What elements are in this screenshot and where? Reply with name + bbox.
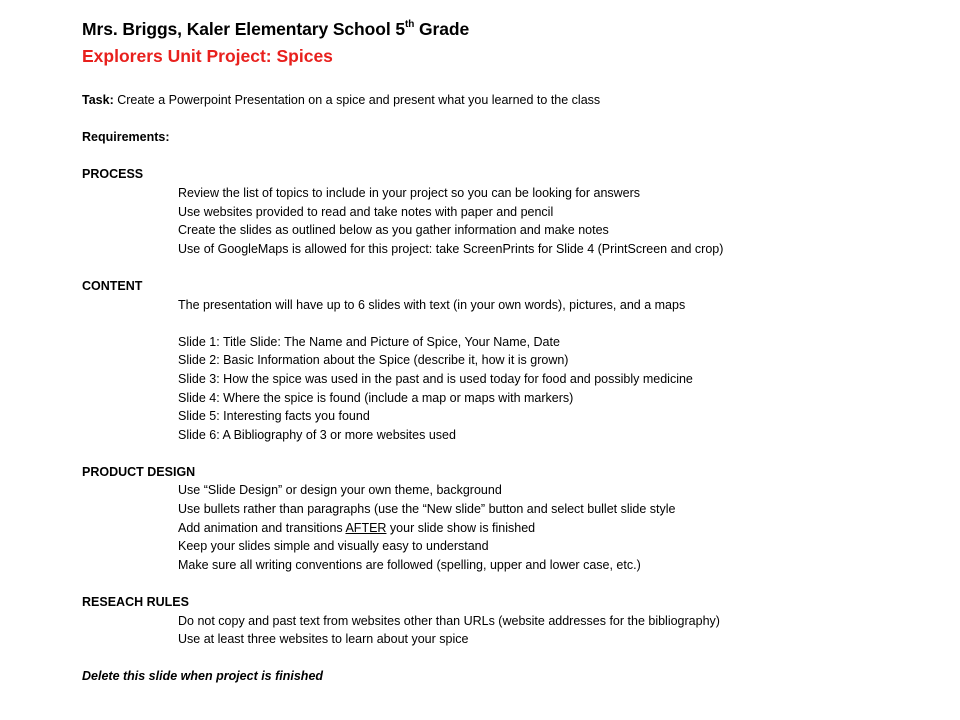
slide-outline-item: Slide 3: How the spice was used in the past and is used today for food and possibly medicine (178, 371, 693, 386)
process-item: Review the list of topics to include in your project so you can be looking for answers (178, 185, 641, 200)
design-item: Use bullets rather than paragraphs (use the “New slide” button and select bullet slide style (178, 502, 676, 517)
design-item: Make sure all writing conventions are followed (spelling, upper and lower case, etc.) (178, 557, 641, 572)
research-rule-item: Do not copy and past text from websites other than URLs (website addresses for the bibliography) (178, 613, 720, 628)
title-suffix: Grade (414, 19, 470, 39)
task-label: Task: (82, 93, 114, 107)
slide-outline-item: Slide 2: Basic Information about the Spice (describe it, how it is grown) (178, 353, 569, 368)
design-item: Use “Slide Design” or design your own theme, background (178, 483, 502, 498)
slide-outline-item: Slide 1: Title Slide: The Name and Picture of Spice, Your Name, Date (178, 334, 560, 349)
research-rule-item: Use at least three websites to learn about your spice (178, 632, 469, 647)
task-line (82, 91, 942, 110)
research-rules-heading: RESEACH RULES (82, 595, 189, 610)
requirements-label: Requirements: (82, 130, 170, 145)
process-heading: PROCESS (82, 167, 144, 182)
teacher-school-title (82, 19, 469, 40)
slide-outline-item: Slide 5: Interesting facts you found (178, 409, 370, 424)
design-item (82, 519, 942, 538)
design-item-after: your slide show is finished (386, 520, 536, 535)
process-item: Use websites provided to read and take notes with paper and pencil (178, 204, 554, 219)
slide-outline-item: Slide 4: Where the spice is found (include a map or maps with markers) (178, 390, 574, 405)
title-superscript: th (404, 19, 415, 31)
task-text: Create a Powerpoint Presentation on a spice and present what you learned to the class (113, 93, 601, 107)
design-item-before: Add animation and transitions (178, 520, 346, 535)
project-title: Explorers Unit Project: Spices (82, 46, 333, 66)
slide-outline-item: Slide 6: A Bibliography of 3 or more websites used (178, 427, 456, 442)
title-prefix: Mrs. Briggs, Kaler Elementary School 5 (82, 19, 405, 39)
slide-body (82, 91, 942, 686)
content-intro: The presentation will have up to 6 slides with text (in your own words), pictures, and a maps (178, 297, 686, 312)
design-item-underlined: AFTER (345, 520, 387, 535)
process-item: Create the slides as outlined below as you gather information and make notes (178, 223, 609, 238)
product-design-heading: PRODUCT DESIGN (82, 464, 196, 479)
content-heading: CONTENT (82, 278, 143, 293)
process-item: Use of GoogleMaps is allowed for this project: take ScreenPrints for Slide 4 (PrintScreen and crop) (178, 241, 724, 256)
delete-slide-note: Delete this slide when project is finished (82, 669, 324, 684)
design-item: Keep your slides simple and visually easy to understand (178, 539, 489, 554)
